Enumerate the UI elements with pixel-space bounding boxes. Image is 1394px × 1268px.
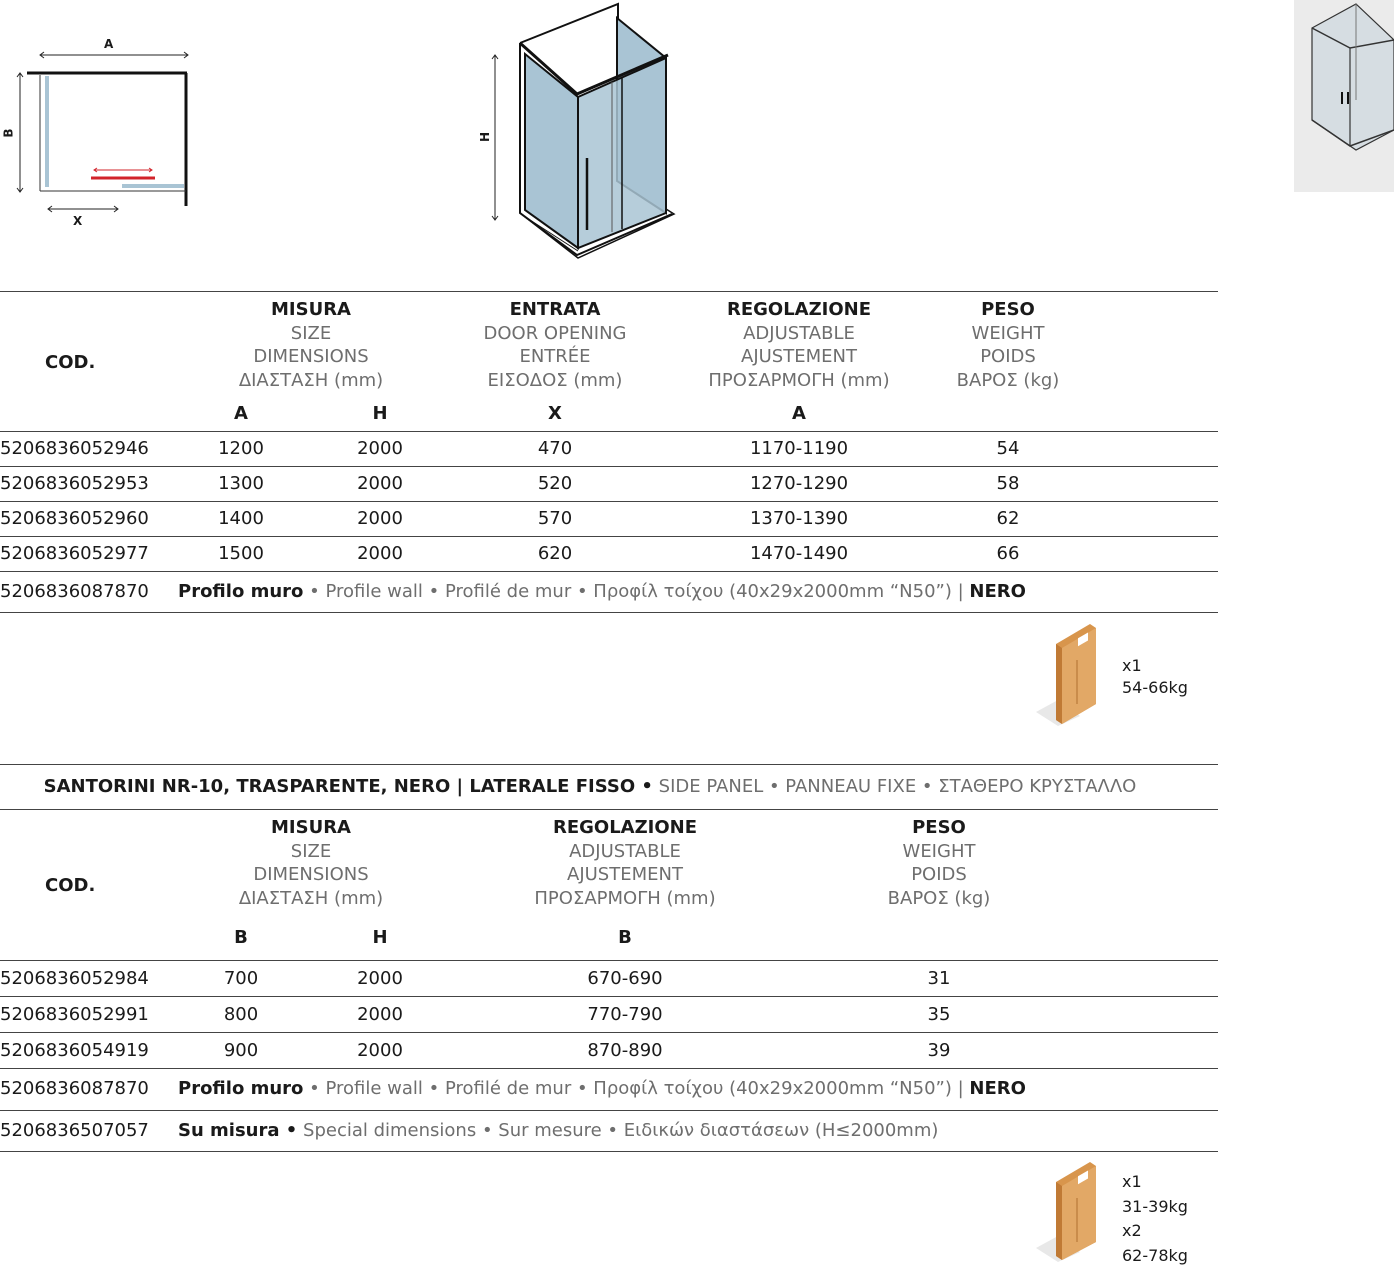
table-row-weight: 54 (996, 438, 1020, 459)
table1-top-rule (0, 291, 1218, 292)
row-rule (0, 571, 1218, 572)
table-row-x: 570 (537, 508, 573, 529)
table-row-cod: 5206836052991 (0, 1004, 149, 1025)
table-row-h: 2000 (357, 438, 403, 459)
table2-title: SANTORINI NR-10, TRASPARENTE, NERO | LATERALE FISSO • SIDE PANEL • PANNEAU FIXE • ΣΤΑΘΕΡΟ ΚΡΥΣΤΑΛΛΟ (43, 776, 1137, 797)
table-row-weight: 66 (996, 543, 1020, 564)
table2-sub-h: H (372, 927, 388, 948)
table2-title-rule (0, 809, 1218, 810)
row-rule (0, 1068, 1218, 1069)
table-row-b: 700 (223, 968, 259, 989)
table-row-h: 2000 (357, 473, 403, 494)
table-row-a: 1500 (218, 543, 264, 564)
product-thumbnail (1294, 0, 1394, 192)
table1-bottom-rule (0, 612, 1218, 613)
table-row-x: 620 (537, 543, 573, 564)
row-rule (0, 466, 1218, 467)
table2-top-rule (0, 764, 1218, 765)
table-row-a: 1300 (218, 473, 264, 494)
row-rule (0, 501, 1218, 502)
table1-sub-a: A (234, 403, 248, 424)
table-row-weight: 62 (996, 508, 1020, 529)
table-row-weight: 39 (927, 1040, 951, 1061)
plan-label-x: X (73, 214, 83, 228)
table1-profile-cod: 5206836087870 (0, 581, 149, 602)
table-row-adj: 870-890 (587, 1040, 663, 1061)
table-row-weight: 58 (996, 473, 1020, 494)
table-row-cod: 5206836054919 (0, 1040, 149, 1061)
table1-header-adjustable: REGOLAZIONE ADJUSTABLE AJUSTEMENT ΠΡΟΣΑΡΜΟΓΗ (mm) (708, 299, 890, 391)
table-row-b: 800 (223, 1004, 259, 1025)
table2-header-size: MISURA SIZE DIMENSIONS ΔΙΑΣΤΑΣΗ (mm) (238, 817, 384, 909)
isometric-diagram (470, 0, 690, 265)
table-row-adj: 670-690 (587, 968, 663, 989)
table2-sub-b: B (234, 927, 248, 948)
table2-sub-adj: B (618, 927, 632, 948)
table1-cod-label: COD. (45, 352, 96, 373)
table-row-cod: 5206836052946 (0, 438, 149, 459)
row-rule (0, 996, 1218, 997)
table1-profile-desc: Profilo muro • Profile wall • Profilé de mur • Προφίλ τοίχου (40x29x2000mm “N50”) | NERO (178, 581, 1026, 602)
table2-bottom-rule (0, 1151, 1218, 1152)
table-row-adj: 1170-1190 (749, 438, 849, 459)
iso-label-h: H (478, 131, 493, 143)
plan-view-diagram (0, 30, 200, 240)
table-row-x: 520 (537, 473, 573, 494)
table2-profile-desc: Profilo muro • Profile wall • Profilé de mur • Προφίλ τοίχου (40x29x2000mm “N50”) | NERO (178, 1078, 1026, 1099)
table-row-a: 1400 (218, 508, 264, 529)
table-row-x: 470 (537, 438, 573, 459)
plan-label-b: B (1, 128, 16, 138)
package2-info: x1 31-39kg x2 62-78kg (1122, 1172, 1188, 1265)
table2-header-rule (0, 960, 1218, 961)
table2-cod-label: COD. (45, 875, 96, 896)
table-row-h: 2000 (357, 1040, 403, 1061)
table-row-b: 900 (223, 1040, 259, 1061)
table-row-h: 2000 (357, 543, 403, 564)
row-rule (0, 1110, 1218, 1111)
table-row-h: 2000 (357, 968, 403, 989)
row-rule (0, 1032, 1218, 1033)
table1-header-weight: PESO WEIGHT POIDS ΒΑΡΟΣ (kg) (956, 299, 1060, 391)
table-row-cod: 5206836052960 (0, 508, 149, 529)
table2-profile-cod: 5206836087870 (0, 1078, 149, 1099)
table2-custom-desc: Su misura • Special dimensions • Sur mesure • Ειδικών διαστάσεων (H≤2000mm) (178, 1120, 939, 1141)
table-row-weight: 35 (927, 1004, 951, 1025)
shower-thumbnail-icon (1294, 0, 1394, 192)
table-row-weight: 31 (927, 968, 951, 989)
table-row-h: 2000 (357, 508, 403, 529)
table2-header-adjustable: REGOLAZIONE ADJUSTABLE AJUSTEMENT ΠΡΟΣΑΡΜΟΓΗ (mm) (534, 817, 716, 909)
table1-header-size: MISURA SIZE DIMENSIONS ΔΙΑΣΤΑΣΗ (mm) (238, 299, 384, 391)
table1-header-rule (0, 431, 1218, 432)
table-row-h: 2000 (357, 1004, 403, 1025)
table-row-adj: 1470-1490 (749, 543, 849, 564)
package-box-icon (1030, 1158, 1110, 1263)
package-box-icon (1030, 620, 1110, 730)
plan-label-a: A (104, 37, 114, 51)
table-row-a: 1200 (218, 438, 264, 459)
table-row-cod: 5206836052977 (0, 543, 149, 564)
table1-sub-adj: A (792, 403, 806, 424)
table-row-adj: 1370-1390 (749, 508, 849, 529)
row-rule (0, 536, 1218, 537)
table1-sub-h: H (372, 403, 388, 424)
table-row-cod: 5206836052984 (0, 968, 149, 989)
table-row-adj: 770-790 (587, 1004, 663, 1025)
table-row-cod: 5206836052953 (0, 473, 149, 494)
table1-header-door-opening: ENTRATA DOOR OPENING ENTRÉE ΕΙΣΟΔΟΣ (mm) (483, 299, 627, 391)
table-row-adj: 1270-1290 (749, 473, 849, 494)
table2-custom-cod: 5206836507057 (0, 1120, 149, 1141)
package1-info: x1 54-66kg (1122, 656, 1188, 697)
table2-header-weight: PESO WEIGHT POIDS ΒΑΡΟΣ (kg) (887, 817, 991, 909)
table1-sub-x: X (548, 403, 562, 424)
